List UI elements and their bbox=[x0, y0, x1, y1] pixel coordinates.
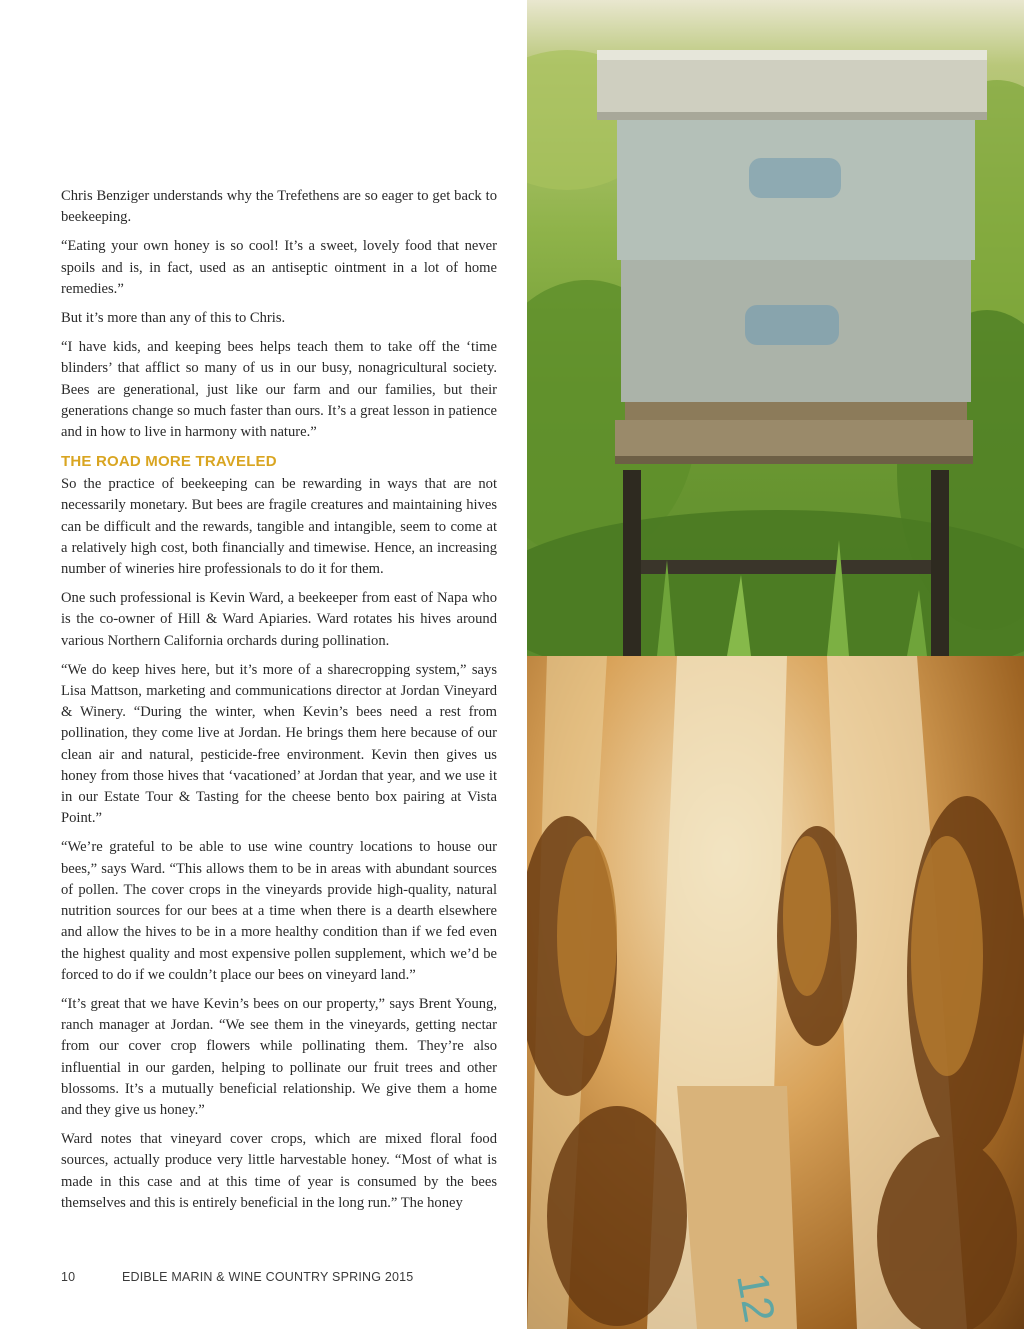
paragraph: “Eating your own honey is so cool! It’s a sweet, lovely food that never spoils and is, in fact, used as an antiseptic ointment in a lot of home remedies.” bbox=[61, 238, 497, 297]
honeybees-frame-photo bbox=[527, 656, 1024, 1329]
beehive-photo bbox=[527, 0, 1024, 656]
frame-label: 12 bbox=[727, 1269, 784, 1326]
paragraph: “It’s great that we have Kevin’s bees on our property,” says Brent Young, ranch manager at Jordan. “We see them in the vineyards, getting nectar from our cover crop flowers while pollinating them. They’re also influential in our garden, helping to pollinate our fruit trees and other blossoms. It’s a mutually beneficial relationship. We give them a home and they give us honey.” bbox=[61, 995, 497, 1118]
beehive-illustration bbox=[527, 0, 1024, 656]
magazine-issue: EDIBLE MARIN & WINE COUNTRY SPRING 2015 bbox=[122, 1270, 414, 1284]
paragraph: Ward notes that vineyard cover crops, which are mixed floral food sources, actually produce very little harvestable honey. “Most of what is made in this case and at this time of year is consumed by the bees themselves and this is entirely beneficial in the long run.” The honey bbox=[61, 1131, 497, 1211]
paragraph: “We’re grateful to be able to use wine country locations to house our bees,” says Ward. “This allows them to be in areas with abundant sources of pollen. The cover crops in the vineyards provide high-quality, natural nutrition sources for our bees at a time when there is a dearth elsewhere and allow the hives to be in a more healthy condition than if we fed even the highest quality and most expensive pollen supplement, which we’d be forced to do if we couldn’t place our bees on vineyard land.” bbox=[61, 839, 497, 983]
article-body bbox=[61, 186, 497, 1222]
section-heading: THE ROAD MORE TRAVELED bbox=[61, 453, 277, 471]
paragraph: So the practice of beekeeping can be rewarding in ways that are not necessarily monetary. But bees are fragile creatures and maintaining hives can be difficult and the rewards, tangible and intangible, seem to come at a relatively high cost, both financially and timewise. Hence, an increasing number of wineries hire professionals to do it for them. bbox=[61, 476, 497, 578]
paragraph: “We do keep hives here, but it’s more of a sharecropping system,” says Lisa Mattson, marketing and communications director at Jordan Vineyard & Winery. “During the winter, when Kevin’s bees need a rest from pollination, they come live at Jordan. He brings them here because of our clean air and natural, pesticide-free environment. Kevin then gives us honey from those hives that ‘vacationed’ at Jordan that year, and we use it in our Estate Tour & Tasting for the cheese bento box pairing at Vista Point.” bbox=[61, 661, 497, 827]
paragraph: Chris Benziger understands why the Trefethens are so eager to get back to beekeeping. bbox=[61, 188, 497, 226]
paragraph: “I have kids, and keeping bees helps teach them to take off the ‘time blinders’ that afflict so many of us in our busy, nonagricultural society. Bees are generational, just like our farm and our families, but their generations change so much faster than ours. It’s a great lesson in patience and in how to live in harmony with nature.” bbox=[61, 339, 497, 441]
paragraph: But it’s more than any of this to Chris. bbox=[61, 310, 286, 327]
honeybees-illustration bbox=[527, 656, 1024, 1329]
paragraph: One such professional is Kevin Ward, a beekeeper from east of Napa who is the co-owner of Hill & Ward Apiaries. Ward rotates his hives around various Northern California orchards during pollination. bbox=[61, 590, 497, 649]
page-number: 10 bbox=[61, 1270, 76, 1284]
